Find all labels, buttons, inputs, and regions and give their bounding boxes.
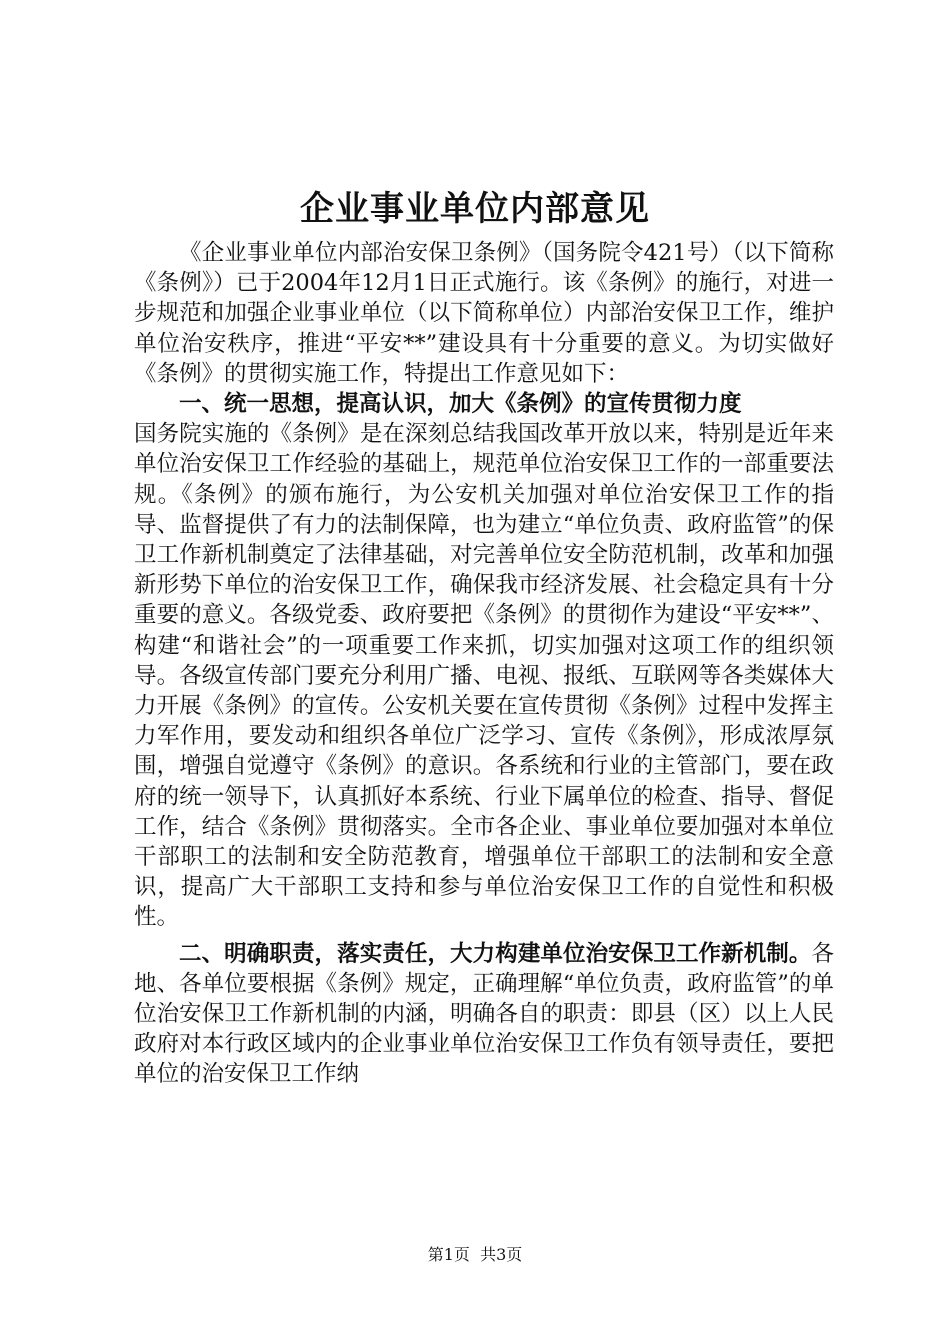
section-1-paragraph <box>134 389 834 933</box>
section-2-heading: 二、明确职责，落实责任，大力构建单位治安保卫工作新机制。 <box>179 940 812 967</box>
page-number: 第1页 <box>427 1245 470 1264</box>
page-footer <box>0 1244 950 1266</box>
section-1-heading: 一、统一思想，提高认识，加大《条例》的宣传贯彻力度 <box>179 391 742 418</box>
document-title: 企业事业单位内部意见 <box>300 189 650 229</box>
section-2-text: 各地、各单位要根据《条例》规定，正确理解“单位负责，政府监管”的单位治安保卫工作新机制的内涵，明确各自的职责：即县（区）以上人民政府对本行政区域内的企业事业单位治安保卫工作负有领导责任，要把单位的治安保卫工作纳 <box>134 940 834 1088</box>
section-1-text: 国务院实施的《条例》是在深刻总结我国改革开放以来，特别是近年来单位治安保卫工作经验的基础上，规范单位治安保卫工作的一部重要法规。《条例》的颁布施行，为公安机关加强对单位治安保卫工作的指导、监督提供了有力的法制保障，也为建立“单位负责、政府监管”的保卫工作新机制奠定了法律基础，对完善单位安全防范机制，改革和加强新形势下单位的治安保卫工作，确保我市经济发展、社会稳定具有十分重要的意义。各级党委、政府要把《条例》的贯彻作为建设“平安**”、构建“和谐社会”的一项重要工作来抓，切实加强对这项工作的组织领导。各级宣传部门要充分利用广播、电视、报纸、互联网等各类媒体大力开展《条例》的宣传。公安机关要在宣传贯彻《条例》过程中发挥主力军作用，要发动和组织各单位广泛学习、宣传《条例》，形成浓厚氛围，增强自觉遵守《条例》的意识。各系统和行业的主管部门，要在政府的统一领导下，认真抓好本系统、行业下属单位的检查、指导、督促工作，结合《条例》贯彻落实。全市各企业、事业单位要加强对本单位干部职工的法制和安全防范教育，增强单位干部职工的法制和安全意识，提高广大干部职工支持和参与单位治安保卫工作的自觉性和积极性。 <box>134 421 834 931</box>
page-total: 共3页 <box>480 1245 523 1264</box>
intro-paragraph: 《企业事业单位内部治安保卫条例》（国务院令421号）（以下简称《条例》）已于2004年12月1日正式施行。该《条例》的施行，对进一步规范和加强企业事业单位（以下简称单位）内部治安保卫工作，维护单位治安秩序，推进“平安**”建设具有十分重要的意义。为切实做好《条例》的贯彻实施工作，特提出工作意见如下： <box>134 240 834 387</box>
section-2-paragraph <box>134 939 834 1090</box>
document-body <box>134 238 834 1090</box>
